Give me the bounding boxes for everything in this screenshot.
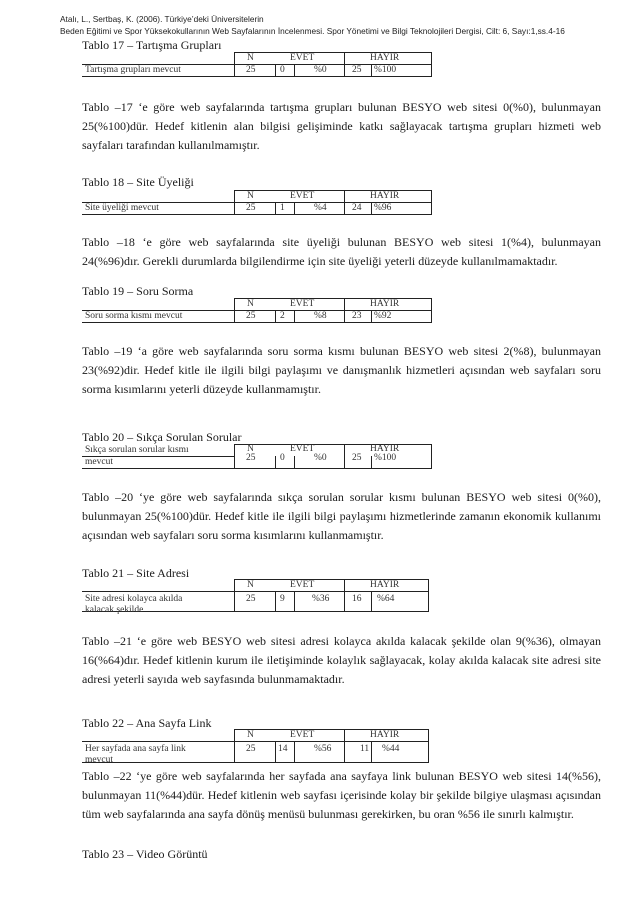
hayir-count: 25 [352, 453, 362, 463]
hayir-count: 25 [352, 65, 362, 75]
evet-percent: %0 [314, 453, 327, 463]
evet-percent: %8 [314, 311, 327, 321]
n-value: 25 [246, 594, 256, 604]
citation-line-1: Atalı, L., Sertbaş, K. (2006). Türkiye’deki Üniversitelerin [60, 14, 264, 24]
n-header: N [247, 730, 254, 740]
evet-header: EVET [290, 730, 315, 740]
evet-count: 9 [280, 594, 285, 604]
evet-count: 1 [280, 203, 285, 213]
evet-count: 14 [278, 744, 288, 754]
hayir-header: HAYIR [370, 580, 400, 590]
table-19 [82, 298, 432, 322]
n-header: N [247, 299, 254, 309]
table-19-caption: Tablo 19 – Soru Sorma [82, 284, 194, 298]
row-label-line-1: Site adresi kolayca akılda [85, 594, 183, 604]
evet-percent: %4 [314, 203, 327, 213]
hayir-header: HAYIR [370, 53, 400, 63]
hayir-count: 11 [360, 744, 370, 754]
table-20 [82, 444, 432, 468]
paragraph-17: Tablo –17 ‘e göre web sayfalarında tartışma grupları bulunan BESYO web sitesi 0(%0), bulunmayan 25(%100)dür. Hedef kitlenin alan bilgisi gelişiminde katkı sağlayacak tartışma grupları hizmeti web sayfaları tarafından kullanılmamıştır. [82, 100, 601, 152]
row-label-line-2: kalacak şekilde [85, 605, 144, 615]
evet-percent: %0 [314, 65, 327, 75]
hayir-percent: %100 [374, 65, 397, 75]
n-header: N [247, 444, 254, 454]
row-label-line-1: Sıkça sorulan sorular kısmı [85, 445, 189, 455]
evet-percent: %56 [314, 744, 332, 754]
row-label: Soru sorma kısmı mevcut [85, 311, 183, 321]
evet-count: 2 [280, 311, 285, 321]
hayir-percent: %92 [374, 311, 392, 321]
row-label-line-2: mevcut [85, 755, 113, 765]
table-18 [82, 190, 432, 214]
table-23-caption: Tablo 23 – Video Görüntü [82, 847, 208, 861]
hayir-percent: %44 [382, 744, 400, 754]
evet-count: 0 [280, 65, 285, 75]
n-header: N [247, 580, 254, 590]
hayir-header: HAYIR [370, 191, 400, 201]
table-22 [82, 729, 432, 763]
paragraph-19: Tablo –19 ‘a göre web sayfalarında soru sorma kısmı bulunan BESYO web sitesi 2(%8), bulunmayan 23(%92)dir. Hedef kitle ile ilgili bilgi paylaşımı ve danışmanlık hizmetleri açısından web sayfaları soru sorma kısımlarını yeterli düzeyde kullanmamıştır. [82, 344, 601, 396]
hayir-header: HAYIR [370, 299, 400, 309]
evet-header: EVET [290, 299, 315, 309]
row-label-line-2: mevcut [85, 457, 113, 467]
paragraph-21: Tablo –21 ‘e göre web BESYO web sitesi adresi kolayca akılda kalacak şekilde olan 9(%36), olmayan 16(%64)dır. Hedef kitlenin kurum ile iletişiminde kolaylık sağlayacak, kolay akılda kalacak site adresi site adresi yeterli sayıda web sayfasında bulunmamaktadır. [82, 634, 601, 686]
evet-percent: %36 [312, 594, 330, 604]
row-label: Site üyeliği mevcut [85, 203, 159, 213]
n-value: 25 [246, 203, 256, 213]
hayir-header: HAYIR [370, 444, 400, 454]
table-17 [82, 52, 432, 76]
hayir-count: 24 [352, 203, 362, 213]
hayir-header: HAYIR [370, 730, 400, 740]
table-18-caption: Tablo 18 – Site Üyeliği [82, 175, 194, 189]
hayir-percent: %64 [377, 594, 395, 604]
row-label-line-1: Her sayfada ana sayfa link [85, 744, 186, 754]
row-label: Tartışma grupları mevcut [85, 65, 181, 75]
paragraph-18: Tablo –18 ‘e göre web sayfalarında site üyeliği bulunan BESYO web sitesi 1(%4), bulunmayan 24(%96)dır. Gerekli durumlarda bilgilendirme için site üyeliği yeterli düzeyde kullanılmamaktadır. [82, 235, 601, 268]
hayir-count: 16 [352, 594, 362, 604]
n-header: N [247, 191, 254, 201]
table-22-caption: Tablo 22 – Ana Sayfa Link [82, 716, 212, 730]
evet-count: 0 [280, 453, 285, 463]
n-header: N [247, 53, 254, 63]
citation-line-2: Beden Eğitimi ve Spor Yüksekokullarının Web Sayfalarının İncelenmesi. Spor Yönetimi ve Bilgi Teknolojileri Dergisi, Cilt: 6, Sayı:1,ss.4-16 [60, 26, 565, 36]
evet-header: EVET [290, 53, 315, 63]
hayir-count: 23 [352, 311, 362, 321]
n-value: 25 [246, 65, 256, 75]
table-20-caption: Tablo 20 – Sıkça Sorulan Sorular [82, 430, 242, 444]
evet-header: EVET [290, 580, 315, 590]
evet-header: EVET [290, 191, 315, 201]
evet-header: EVET [290, 444, 315, 454]
table-21-caption: Tablo 21 – Site Adresi [82, 566, 190, 580]
table-17-caption: Tablo 17 – Tartışma Grupları [82, 38, 222, 52]
n-value: 25 [246, 744, 256, 754]
paragraph-22: Tablo –22 ‘ye göre web sayfalarında her sayfada ana sayfaya link bulunan BESYO web sitesi 14(%56), bulunmayan 11(%44)dür. Hedef kitlenin web sayfası içerisinde kolay bir şekilde bilgiye ulaşması açısından tüm web sayfalarında ana sayfa dönüş menüsü bulunması gerekirken, bu oran %56 ile sınırlı kalmıştır. [82, 769, 601, 821]
table-21 [82, 579, 432, 615]
n-value: 25 [246, 453, 256, 463]
paragraph-20: Tablo –20 ‘ye göre web sayfalarında sıkça sorulan sorular kısmı bulunan BESYO web sitesi 0(%0), bulunmayan 25(%100)dür. Hedef kitle ile ilgili bilgi paylaşımı hizmetlerinde zamanın ekonomik kullanımı açısından web sayfaları soru sorma kısımlarını kullanmamıştır. [82, 490, 601, 542]
hayir-percent: %96 [374, 203, 392, 213]
n-value: 25 [246, 311, 256, 321]
hayir-percent: %100 [374, 453, 397, 463]
